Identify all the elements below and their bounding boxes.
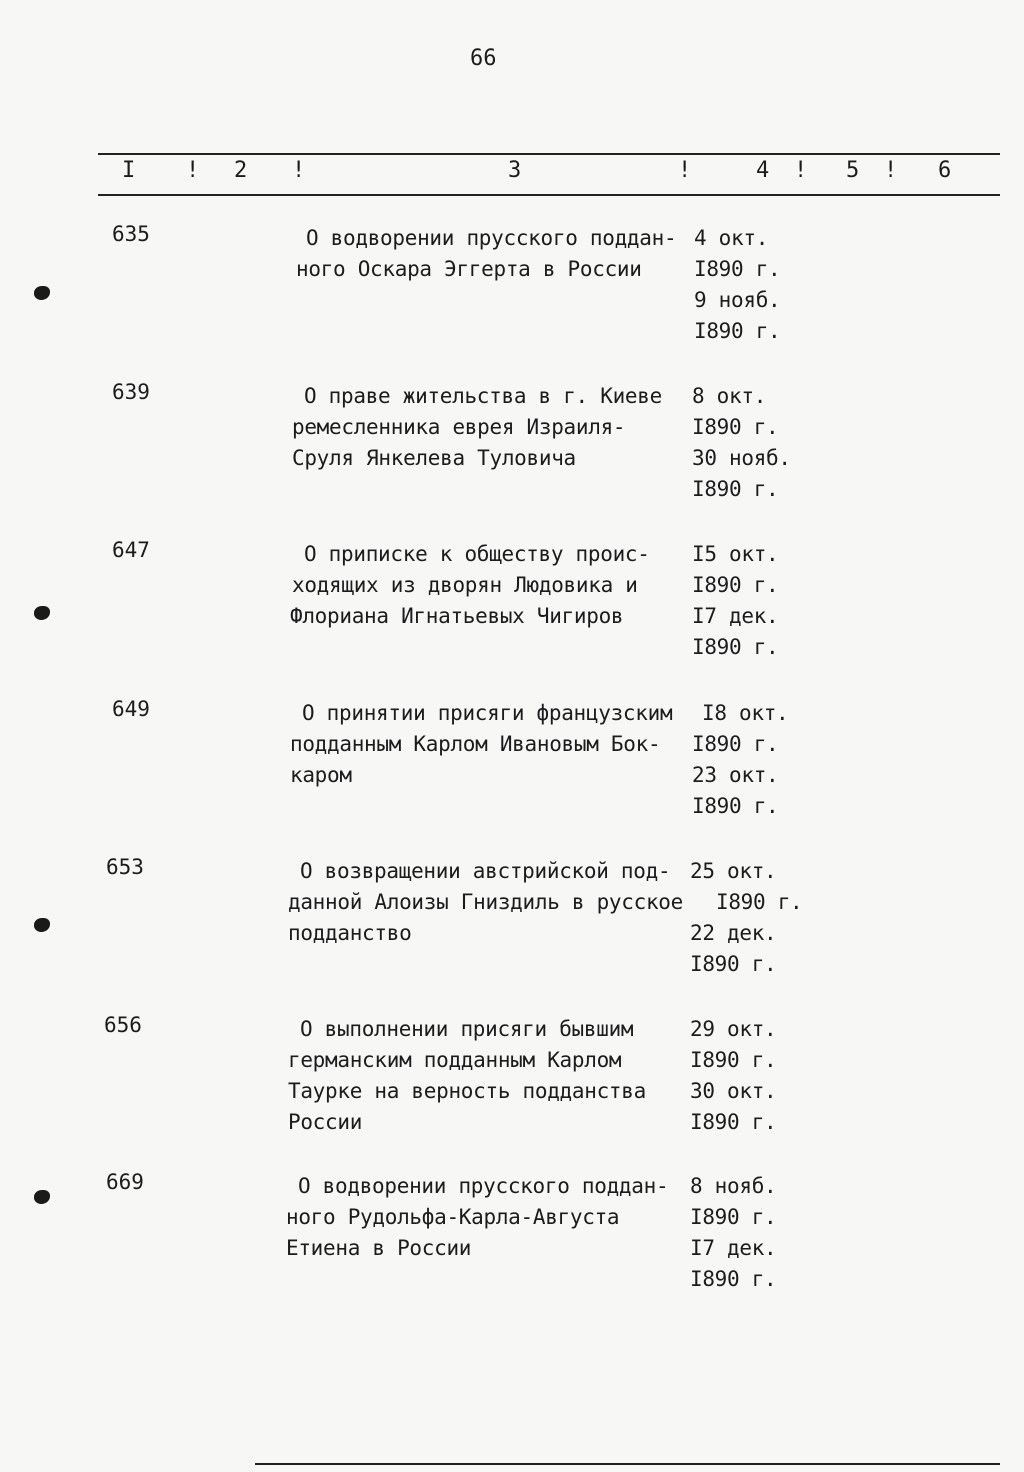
entry-title-line: германским подданным Карлом [288,1048,622,1072]
entry-date-line: I890 г. [690,952,777,976]
entry-title-line: данной Алоизы Гниздиль в русское [288,890,683,914]
entry-date-line: I890 г. [692,415,779,439]
entry-date-line: I890 г. [692,573,779,597]
header-separator: ! [884,158,898,183]
entry-title-line: ного Рудольфа-Карла-Августа [286,1205,620,1229]
header-col-1: I [122,158,136,183]
entry-title-line: О возвращении австрийской под- [300,859,671,883]
header-col-3: 3 [508,158,522,183]
table-top-rule [98,153,1000,155]
entry-number: 649 [112,697,150,721]
entry-date-line: 22 дек. [690,921,777,945]
entry-title-line: Таурке на верность подданства [288,1079,646,1103]
header-separator: ! [186,158,200,183]
binding-hole-mark [34,918,50,932]
entry-title-line: О принятии присяги французским [302,701,673,725]
header-col-6: 6 [938,158,952,183]
entry-date-line: I890 г. [690,1048,777,1072]
entry-date-line: 8 нояб. [690,1174,777,1198]
entry-date-line: 8 окт. [692,384,767,408]
entry-date-line: I890 г. [690,1205,777,1229]
header-separator: ! [292,158,306,183]
entry-number: 669 [106,1170,144,1194]
entry-number: 653 [106,855,144,879]
header-col-4: 4 [756,158,770,183]
entry-date-line: I7 дек. [690,1236,777,1260]
binding-hole-mark [34,286,50,300]
entry-title-line: О праве жительства в г. Киеве [304,384,662,408]
entry-date-line: I890 г. [692,794,779,818]
entry-date-line: I8 окт. [702,701,789,725]
entry-number: 639 [112,380,150,404]
entry-date-line: 9 нояб. [694,288,781,312]
entry-title-line: подданным Карлом Ивановым Бок- [290,732,661,756]
entry-date-line: I890 г. [694,319,781,343]
entry-number: 635 [112,222,150,246]
entry-date-line: I890 г. [692,732,779,756]
entry-title-line: О приписке к обществу проис- [304,542,650,566]
entry-title-line: подданство [288,921,412,945]
page-number: 66 [470,46,497,71]
entry-date-line: 30 окт. [690,1079,777,1103]
entry-title-line: России [288,1110,363,1134]
entry-date-line: I890 г. [692,477,779,501]
page-bottom-rule [255,1463,1000,1465]
entry-date-line: I890 г. [692,635,779,659]
entry-title-line: Етиена в России [286,1236,472,1260]
entry-title-line: О водворении прусского поддан- [298,1174,669,1198]
table-header-rule [98,194,1000,196]
entry-number: 647 [112,538,150,562]
entry-date-line: I5 окт. [692,542,779,566]
header-col-2: 2 [234,158,248,183]
entry-date-line: 4 окт. [694,226,769,250]
entry-title-line: Флориана Игнатьевых Чигиров [290,604,624,628]
entry-title-line: ходящих из дворян Людовика и [292,573,638,597]
entry-date-line: I890 г. [694,257,781,281]
entry-date-line: I890 г. [716,890,803,914]
entry-date-line: I7 дек. [692,604,779,628]
entry-date-line: I890 г. [690,1110,777,1134]
header-separator: ! [794,158,808,183]
entry-title-line: Сруля Янкелева Туловича [292,446,576,470]
header-separator: ! [678,158,692,183]
entry-title-line: О водворении прусского поддан- [306,226,677,250]
entry-title-line: ного Оскара Эггерта в России [296,257,642,281]
entry-title-line: О выполнении присяги бывшим [300,1017,634,1041]
entry-title-line: каром [290,763,352,787]
entry-date-line: 25 окт. [690,859,777,883]
entry-number: 656 [104,1013,142,1037]
binding-hole-mark [34,1190,50,1204]
entry-date-line: I890 г. [690,1267,777,1291]
entry-date-line: 29 окт. [690,1017,777,1041]
entry-date-line: 30 нояб. [692,446,791,470]
entry-title-line: ремесленника еврея Израиля- [292,415,626,439]
entry-date-line: 23 окт. [692,763,779,787]
header-col-5: 5 [846,158,860,183]
binding-hole-mark [34,606,50,620]
